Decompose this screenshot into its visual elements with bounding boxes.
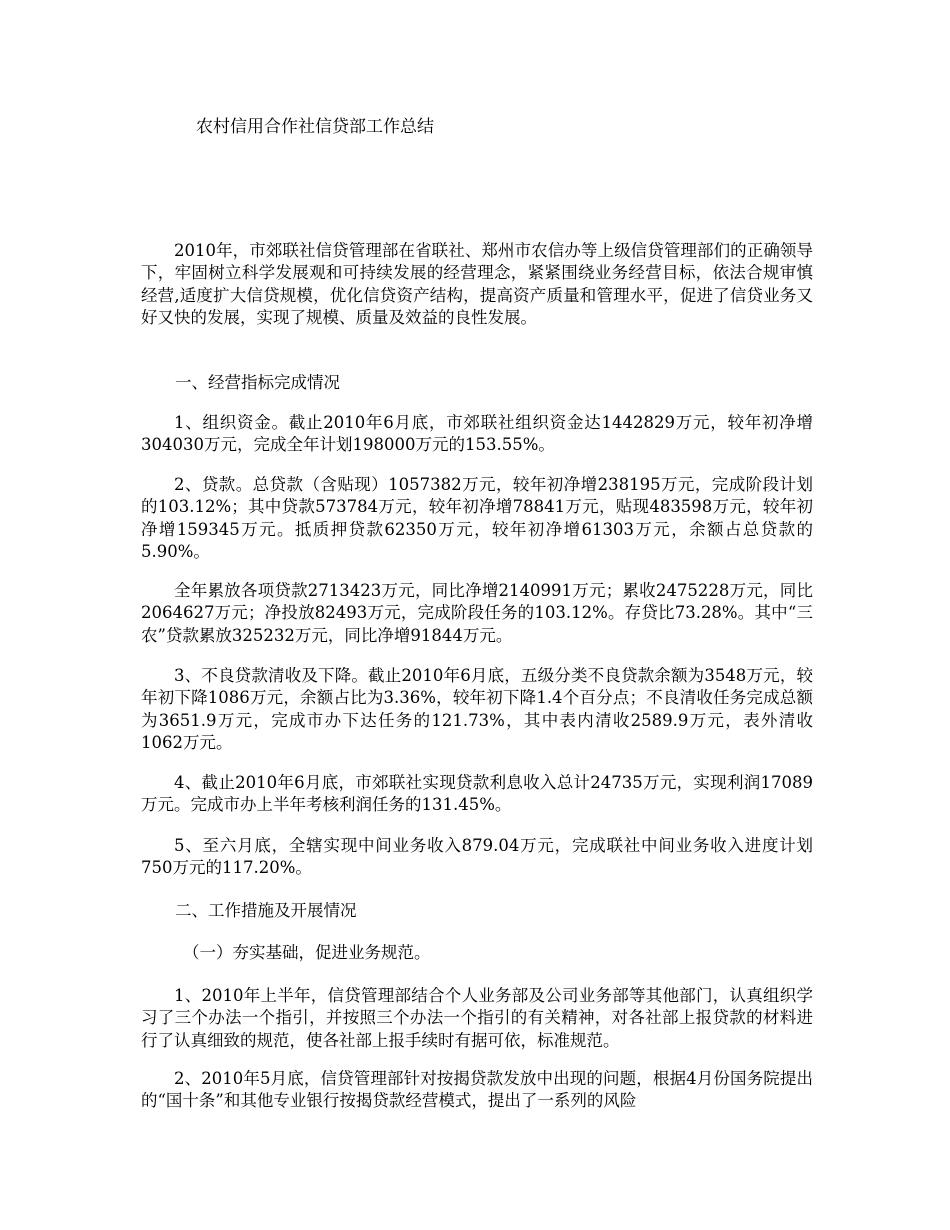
paragraph-loans: 2、贷款。总贷款（含贴现）1057382万元，较年初净增238195万元，完成阶段计划的103.12%；其中贷款573784万元，较年初净增78841万元，贴现483598万元，较年初净增159345万元。抵质押贷款62350万元，较年初净增61303万元，余额占总贷款的5.90%。: [141, 475, 813, 562]
paragraph-mortgage-issues: 2、2010年5月底，信贷管理部针对按揭贷款发放中出现的问题，根据4月份国务院提出的“国十条”和其他专业银行按揭贷款经营模式，提出了一系列的风险: [141, 1069, 813, 1111]
document-title: 农村信用合作社信贷部工作总结: [196, 117, 434, 137]
intro-paragraph: 2010年，市郊联社信贷管理部在省联社、郑州市农信办等上级信贷管理部们的正确领导下，牢固树立科学发展观和可持续发展的经营理念，紧紧围绕业务经营目标，依法合规审慎经营,适度扩大信贷规模，优化信贷资产结构，提高资产质量和管理水平，促进了信贷业务又好又快的发展，实现了规模、质量及效益的良性发展。: [141, 241, 813, 328]
subsection-heading-foundation: （一）夯实基础，促进业务规范。: [183, 943, 431, 962]
paragraph-nonperforming-loans: 3、不良贷款清收及下降。截止2010年6月底，五级分类不良贷款余额为3548万元，较年初下降1086万元，余额占比为3.36%，较年初下降1.4个百分点；不良清收任务完成总额为3651.9万元，完成市办下达任务的121.73%，其中表内清收2589.9万元，表外清收1062万元。: [141, 666, 813, 753]
paragraph-funds: 1、组织资金。截止2010年6月底，市郊联社组织资金达1442829万元，较年初净增304030万元，完成全年计划198000万元的153.55%。: [141, 413, 813, 455]
paragraph-study-regulations: 1、2010年上半年，信贷管理部结合个人业务部及公司业务部等其他部门，认真组织学习了三个办法一个指引，并按照三个办法一个指引的有关精神，对各社部上报贷款的材料进行了认真细致的规范，使各社部上报手续时有据可依，标准规范。: [141, 986, 813, 1050]
paragraph-interest-income: 4、截止2010年6月底，市郊联社实现贷款利息收入总计24735万元，实现利润17089万元。完成市办上半年考核利润任务的131.45%。: [141, 773, 813, 815]
section-heading-work-measures: 二、工作措施及开展情况: [175, 901, 357, 920]
section-heading-operating-indicators: 一、经营指标完成情况: [175, 373, 340, 392]
paragraph-loan-disbursement: 全年累放各项贷款2713423万元，同比净增2140991万元；累收2475228万元，同比2064627万元；净投放82493万元，完成阶段任务的103.12%。存贷比73.28%。其中“三农”贷款累放325232万元，同比净增91844万元。: [141, 581, 813, 645]
paragraph-intermediary-income: 5、至六月底，全辖实现中间业务收入879.04万元，完成联社中间业务收入进度计划750万元的117.20%。: [141, 836, 813, 878]
